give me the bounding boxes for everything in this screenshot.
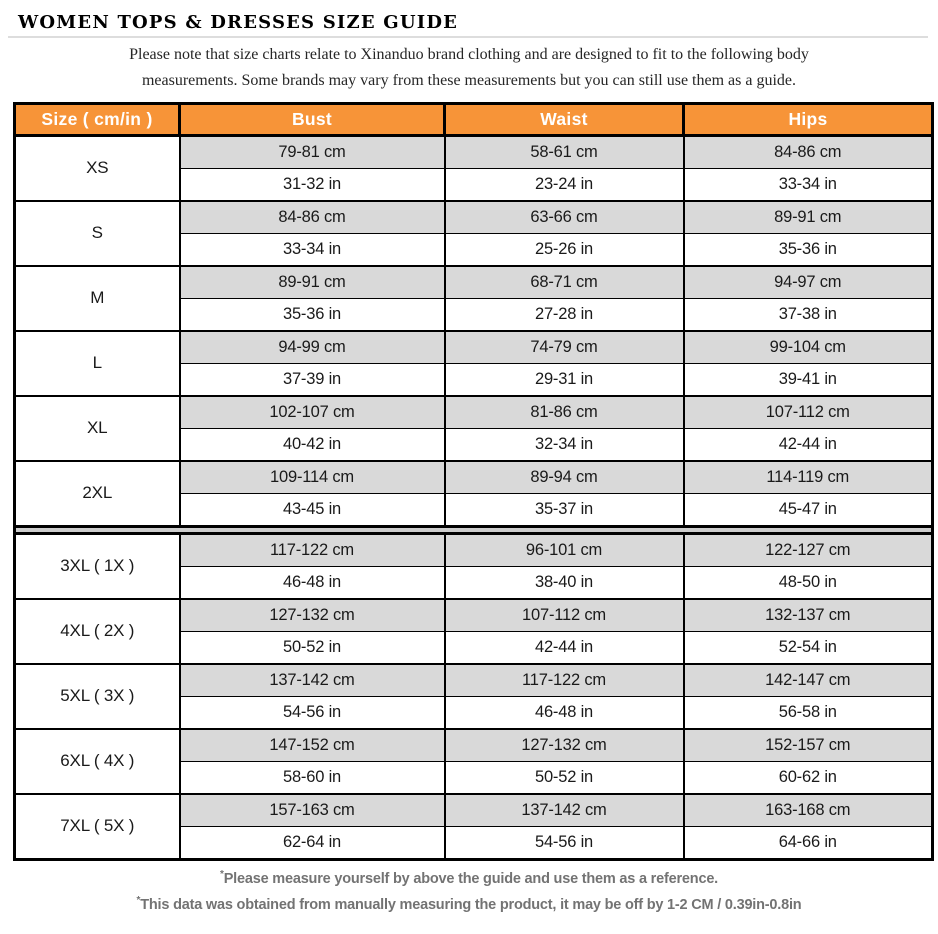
hips-in-value: 35-36 in	[684, 233, 933, 266]
header-bust: Bust	[180, 103, 445, 135]
bust-in-value: 43-45 in	[180, 493, 445, 526]
hips-in-value: 37-38 in	[684, 298, 933, 331]
header-size: Size ( cm/in )	[15, 103, 180, 135]
intro-note-line2: measurements. Some brands may vary from these measurements but you can still use them as a guide.	[141, 71, 797, 89]
size-label: L	[15, 331, 180, 396]
footnote-measure-reference	[0, 866, 938, 892]
waist-cm-value: 63-66 cm	[445, 201, 684, 234]
hips-cm-value: 107-112 cm	[684, 396, 933, 429]
size-row-cm	[15, 461, 933, 494]
footnote-text: This data was obtained from manually measuring the product, it may be off by 1-2 CM / 0.39in-0.8in	[140, 896, 802, 913]
size-row-cm	[15, 599, 933, 632]
footnote-text: Please measure yourself by above the guide and use them as a reference.	[223, 870, 719, 887]
waist-in-value: 27-28 in	[445, 298, 684, 331]
hips-cm-value: 152-157 cm	[684, 729, 933, 762]
size-label: 4XL ( 2X )	[15, 599, 180, 664]
hips-cm-value: 99-104 cm	[684, 331, 933, 364]
size-label: XS	[15, 135, 180, 201]
waist-cm-value: 81-86 cm	[445, 396, 684, 429]
bust-in-value: 58-60 in	[180, 761, 445, 794]
waist-cm-value: 127-132 cm	[445, 729, 684, 762]
size-label: 7XL ( 5X )	[15, 794, 180, 860]
hips-in-value: 39-41 in	[684, 363, 933, 396]
footnote-asterisk: *	[219, 868, 224, 880]
waist-cm-value: 96-101 cm	[445, 533, 684, 566]
hips-in-value: 64-66 in	[684, 826, 933, 859]
waist-cm-value: 68-71 cm	[445, 266, 684, 299]
waist-cm-value: 58-61 cm	[445, 135, 684, 168]
size-chart-body	[15, 135, 933, 859]
bust-cm-value: 84-86 cm	[180, 201, 445, 234]
bust-in-value: 37-39 in	[180, 363, 445, 396]
waist-in-value: 54-56 in	[445, 826, 684, 859]
size-chart-header	[15, 103, 933, 135]
header-waist: Waist	[445, 103, 684, 135]
hips-cm-value: 94-97 cm	[684, 266, 933, 299]
bust-in-value: 31-32 in	[180, 168, 445, 201]
hips-cm-value: 114-119 cm	[684, 461, 933, 494]
waist-in-value: 29-31 in	[445, 363, 684, 396]
bust-in-value: 54-56 in	[180, 696, 445, 729]
footnote-asterisk: *	[136, 895, 141, 907]
bust-cm-value: 127-132 cm	[180, 599, 445, 632]
size-label: M	[15, 266, 180, 331]
waist-in-value: 25-26 in	[445, 233, 684, 266]
size-label: 6XL ( 4X )	[15, 729, 180, 794]
section-divider	[15, 526, 933, 533]
bust-cm-value: 117-122 cm	[180, 533, 445, 566]
bust-in-value: 46-48 in	[180, 566, 445, 599]
bust-in-value: 62-64 in	[180, 826, 445, 859]
bust-in-value: 33-34 in	[180, 233, 445, 266]
hips-in-value: 60-62 in	[684, 761, 933, 794]
bust-cm-value: 102-107 cm	[180, 396, 445, 429]
bust-in-value: 35-36 in	[180, 298, 445, 331]
size-label: 2XL	[15, 461, 180, 527]
hips-in-value: 45-47 in	[684, 493, 933, 526]
size-row-cm	[15, 201, 933, 234]
hips-in-value: 33-34 in	[684, 168, 933, 201]
bust-in-value: 50-52 in	[180, 631, 445, 664]
footnotes	[0, 866, 938, 918]
size-label: XL	[15, 396, 180, 461]
bust-cm-value: 94-99 cm	[180, 331, 445, 364]
waist-in-value: 50-52 in	[445, 761, 684, 794]
size-row-cm	[15, 533, 933, 566]
size-row-cm	[15, 266, 933, 299]
waist-in-value: 38-40 in	[445, 566, 684, 599]
hips-cm-value: 84-86 cm	[684, 135, 933, 168]
size-row-cm	[15, 396, 933, 429]
header-hips: Hips	[684, 103, 933, 135]
waist-in-value: 23-24 in	[445, 168, 684, 201]
size-row-cm	[15, 729, 933, 762]
hips-cm-value: 89-91 cm	[684, 201, 933, 234]
waist-in-value: 35-37 in	[445, 493, 684, 526]
bust-cm-value: 147-152 cm	[180, 729, 445, 762]
bust-in-value: 40-42 in	[180, 428, 445, 461]
size-label: 5XL ( 3X )	[15, 664, 180, 729]
bust-cm-value: 157-163 cm	[180, 794, 445, 827]
size-row-cm	[15, 135, 933, 168]
hips-cm-value: 142-147 cm	[684, 664, 933, 697]
waist-cm-value: 137-142 cm	[445, 794, 684, 827]
size-label: S	[15, 201, 180, 266]
waist-cm-value: 107-112 cm	[445, 599, 684, 632]
hips-in-value: 56-58 in	[684, 696, 933, 729]
size-row-cm	[15, 794, 933, 827]
size-guide-sheet	[0, 12, 938, 934]
hips-cm-value: 122-127 cm	[684, 533, 933, 566]
hips-cm-value: 163-168 cm	[684, 794, 933, 827]
page-title: WOMEN TOPS & DRESSES SIZE GUIDE	[18, 12, 459, 33]
size-row-cm	[15, 664, 933, 697]
waist-in-value: 32-34 in	[445, 428, 684, 461]
hips-cm-value: 132-137 cm	[684, 599, 933, 632]
size-chart-table	[13, 102, 934, 861]
bust-cm-value: 137-142 cm	[180, 664, 445, 697]
bust-cm-value: 89-91 cm	[180, 266, 445, 299]
title-divider	[8, 36, 928, 38]
header-row	[15, 103, 933, 135]
footnote-measurement-tolerance	[0, 892, 938, 918]
intro-note-line1: Please note that size charts relate to Xinanduo brand clothing and are designed to fit to the following body	[129, 46, 809, 63]
hips-in-value: 52-54 in	[684, 631, 933, 664]
hips-in-value: 42-44 in	[684, 428, 933, 461]
intro-note	[14, 42, 924, 94]
waist-cm-value: 117-122 cm	[445, 664, 684, 697]
bust-cm-value: 79-81 cm	[180, 135, 445, 168]
waist-in-value: 42-44 in	[445, 631, 684, 664]
waist-cm-value: 89-94 cm	[445, 461, 684, 494]
bust-cm-value: 109-114 cm	[180, 461, 445, 494]
size-row-cm	[15, 331, 933, 364]
waist-cm-value: 74-79 cm	[445, 331, 684, 364]
size-label: 3XL ( 1X )	[15, 533, 180, 599]
section-divider-band	[15, 526, 933, 533]
hips-in-value: 48-50 in	[684, 566, 933, 599]
waist-in-value: 46-48 in	[445, 696, 684, 729]
